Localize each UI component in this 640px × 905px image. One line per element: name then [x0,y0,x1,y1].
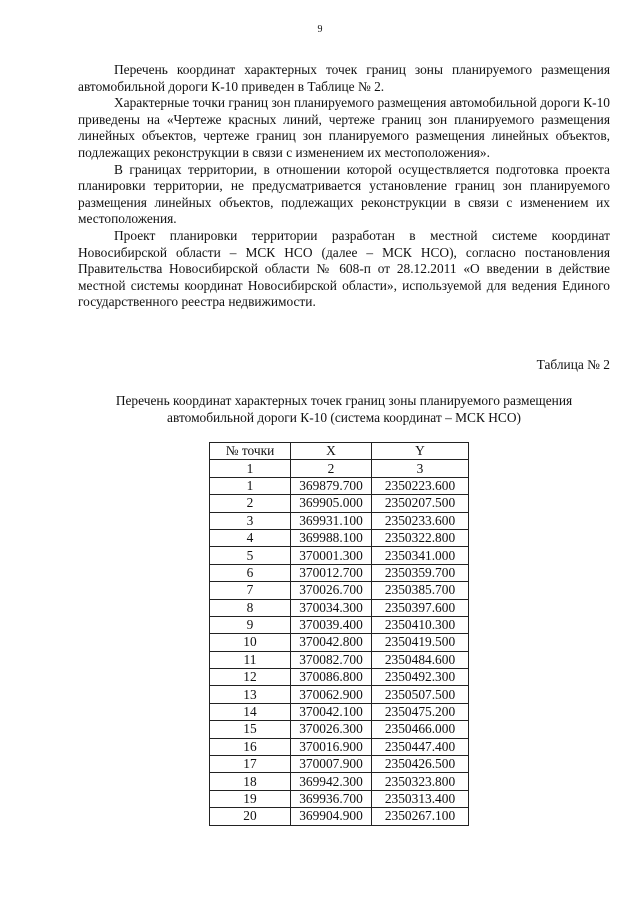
cell-y: 2350419.500 [372,634,469,651]
cell-y: 2350484.600 [372,651,469,668]
table-row [210,790,469,807]
table-row [210,773,469,790]
table-row [210,529,469,546]
cell-y: 2350475.200 [372,703,469,720]
header-x: X [291,443,372,460]
cell-point-number: 9 [210,616,291,633]
cell-point-number: 19 [210,790,291,807]
table-row [210,616,469,633]
cell-y: 2350492.300 [372,669,469,686]
cell-point-number: 14 [210,703,291,720]
cell-point-number: 8 [210,599,291,616]
cell-x: 369988.100 [291,529,372,546]
paragraph-coordinate-system: Проект планировки территории разработан в местной системе координат Новосибирской области – МСК НСО (далее – МСК НСО), согласно постановления Правительства Новосибирской области № 608-п от 28.12.2011 «О введении в действие местной системы координат Новосибирской области», используемой для ведения Единого государственного реестра недвижимости. [78,227,610,310]
cell-y: 2350341.000 [372,547,469,564]
table-row [210,564,469,581]
table-row [210,599,469,616]
coordinates-table [209,442,469,826]
cell-y: 2350233.600 [372,512,469,529]
table-row [210,738,469,755]
cell-x: 370042.800 [291,634,372,651]
page-number: 9 [317,24,323,35]
cell-point-number: 13 [210,686,291,703]
cell-x: 370026.300 [291,721,372,738]
cell-y: 2350323.800 [372,773,469,790]
cell-point-number: 2 [210,495,291,512]
paragraph-intro: Перечень координат характерных точек границ зоны планируемого размещения автомобильной дороги К-10 приведен в Таблице № 2. [78,62,610,94]
cell-x: 370007.900 [291,756,372,773]
cell-x: 370062.900 [291,686,372,703]
cell-x: 370012.700 [291,564,372,581]
cell-x: 370039.400 [291,616,372,633]
cell-y: 2350507.500 [372,686,469,703]
body-text [78,62,610,311]
cell-point-number: 16 [210,738,291,755]
column-number-3: 3 [372,460,469,477]
table-row [210,651,469,668]
cell-y: 2350426.500 [372,756,469,773]
paragraph-territory: В границах территории, в отношении которой осуществляется подготовка проекта планировки территории, не предусматривается установление границ зон планируемого размещения линейных объектов, подлежащих реконструкции в связи с изменением их местоположения. [78,161,610,227]
cell-y: 2350385.700 [372,582,469,599]
cell-y: 2350322.800 [372,529,469,546]
cell-point-number: 5 [210,547,291,564]
cell-y: 2350466.000 [372,721,469,738]
cell-point-number: 10 [210,634,291,651]
cell-x: 369931.100 [291,512,372,529]
paragraph-drawing-reference: Характерные точки границ зон планируемого размещения автомобильной дороги К-10 приведены на «Чертеже красных линий, чертеже границ зон планируемого размещения линейных объектов, чертеже границ зон планируемого размещения линейных объектов, подлежащих реконструкции в связи с изменением их местоположения». [78,95,610,160]
table-row [210,477,469,494]
cell-point-number: 18 [210,773,291,790]
cell-x: 370034.300 [291,599,372,616]
table-row [210,582,469,599]
cell-y: 2350313.400 [372,790,469,807]
cell-y: 2350267.100 [372,808,469,825]
cell-y: 2350397.600 [372,599,469,616]
table-row [210,721,469,738]
table-row [210,634,469,651]
cell-point-number: 15 [210,721,291,738]
column-number-2: 2 [291,460,372,477]
cell-point-number: 17 [210,756,291,773]
table-row [210,808,469,825]
cell-x: 369879.700 [291,477,372,494]
cell-y: 2350410.300 [372,616,469,633]
cell-x: 369936.700 [291,790,372,807]
cell-x: 370042.100 [291,703,372,720]
header-y: Y [372,443,469,460]
cell-y: 2350447.400 [372,738,469,755]
cell-x: 370016.900 [291,738,372,755]
cell-point-number: 1 [210,477,291,494]
cell-point-number: 6 [210,564,291,581]
cell-x: 370086.800 [291,669,372,686]
table-row [210,703,469,720]
cell-point-number: 7 [210,582,291,599]
column-number-1: 1 [210,460,291,477]
cell-point-number: 20 [210,808,291,825]
table-header-row [210,443,469,460]
table-row [210,669,469,686]
cell-y: 2350223.600 [372,477,469,494]
table-label: Таблица № 2 [536,357,610,372]
header-point-number: № точки [210,443,291,460]
cell-point-number: 12 [210,669,291,686]
cell-x: 370001.300 [291,547,372,564]
table-caption: Перечень координат характерных точек границ зоны планируемого размещения автомобильной дороги К-10 (система координат – МСК НСО) [115,393,573,425]
cell-point-number: 11 [210,651,291,668]
cell-y: 2350207.500 [372,495,469,512]
cell-x: 369905.000 [291,495,372,512]
table-row [210,547,469,564]
cell-x: 369904.900 [291,808,372,825]
table-row [210,512,469,529]
table-row [210,495,469,512]
cell-point-number: 3 [210,512,291,529]
table-row [210,756,469,773]
table-row [210,686,469,703]
cell-x: 370026.700 [291,582,372,599]
table-body [210,477,469,825]
cell-point-number: 4 [210,529,291,546]
cell-y: 2350359.700 [372,564,469,581]
cell-x: 370082.700 [291,651,372,668]
cell-x: 369942.300 [291,773,372,790]
table-column-numbers-row [210,460,469,477]
